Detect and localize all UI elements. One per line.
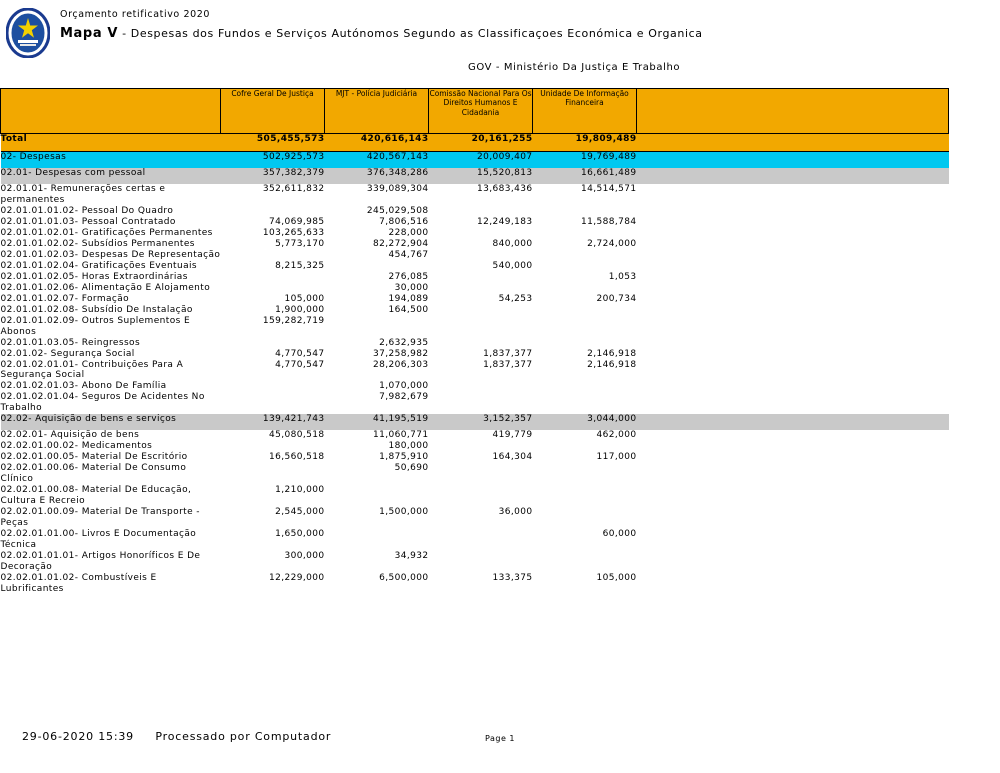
row-label: 02.01.02.01.04- Seguros De Acidentes No Trabalho <box>1 392 221 414</box>
row-label: 02.02.01.00.05- Material De Escritório <box>1 452 221 463</box>
row-value: 3,044,000 <box>533 414 637 430</box>
column-header-3: Comissão Nacional Para Os Direitos Humanos E Cidadania <box>429 89 533 134</box>
row-value <box>533 485 637 507</box>
row-value: 3,152,357 <box>429 414 533 430</box>
row-label: 02.02.01.00.06- Material De Consumo Clínico <box>1 463 221 485</box>
table-row <box>1 206 949 217</box>
table-body <box>1 134 949 595</box>
row-value <box>429 338 533 349</box>
column-header-0 <box>1 89 221 134</box>
table-row <box>1 239 949 250</box>
row-value <box>429 283 533 294</box>
row-value: 105,000 <box>221 294 325 305</box>
row-value: 505,455,573 <box>221 134 325 152</box>
map-dash: - <box>122 27 127 40</box>
row-value: 540,000 <box>429 261 533 272</box>
row-value <box>533 381 637 392</box>
row-value: 502,925,573 <box>221 152 325 169</box>
row-value: 2,545,000 <box>221 507 325 529</box>
row-spacer <box>637 184 949 206</box>
row-value: 54,253 <box>429 294 533 305</box>
table-row <box>1 184 949 206</box>
row-spacer <box>637 381 949 392</box>
row-value: 139,421,743 <box>221 414 325 430</box>
row-value: 1,053 <box>533 272 637 283</box>
table-row <box>1 316 949 338</box>
row-label: 02.01.01.02.04- Gratificações Eventuais <box>1 261 221 272</box>
row-value: 11,588,784 <box>533 217 637 228</box>
row-value: 276,085 <box>325 272 429 283</box>
row-spacer <box>637 272 949 283</box>
report-header <box>0 0 1000 88</box>
row-value <box>221 338 325 349</box>
row-value <box>429 392 533 414</box>
row-spacer <box>637 206 949 217</box>
row-value: 2,146,918 <box>533 360 637 382</box>
row-value <box>533 305 637 316</box>
row-spacer <box>637 294 949 305</box>
row-value: 4,770,547 <box>221 349 325 360</box>
row-spacer <box>637 316 949 338</box>
row-value: 117,000 <box>533 452 637 463</box>
footer-datetime-block <box>22 730 331 743</box>
table-row <box>1 381 949 392</box>
row-value: 164,500 <box>325 305 429 316</box>
row-value: 8,215,325 <box>221 261 325 272</box>
row-spacer <box>637 485 949 507</box>
map-code: Mapa V <box>60 26 118 41</box>
row-label: 02.01.01.02.01- Gratificações Permanentes <box>1 228 221 239</box>
row-value <box>325 316 429 338</box>
row-value <box>533 441 637 452</box>
column-header-2: MJT - Polícia Judiciária <box>325 89 429 134</box>
row-label: 02.01.01.01.03- Pessoal Contratado <box>1 217 221 228</box>
table-row <box>1 551 949 573</box>
row-value: 1,500,000 <box>325 507 429 529</box>
row-spacer <box>637 573 949 595</box>
table-row <box>1 228 949 239</box>
row-value: 419,779 <box>429 430 533 441</box>
row-value <box>429 551 533 573</box>
row-spacer <box>637 529 949 551</box>
organization-line: GOV - Ministério Da Justiça E Trabalho <box>468 62 681 73</box>
row-label: 02.01.01.02.02- Subsídios Permanentes <box>1 239 221 250</box>
row-spacer <box>637 305 949 316</box>
row-value <box>325 529 429 551</box>
row-value: 50,690 <box>325 463 429 485</box>
table-row <box>1 152 949 169</box>
row-value: 11,060,771 <box>325 430 429 441</box>
row-value: 1,210,000 <box>221 485 325 507</box>
row-value: 1,837,377 <box>429 349 533 360</box>
national-emblem-icon <box>6 8 50 58</box>
row-value: 19,769,489 <box>533 152 637 169</box>
row-value: 60,000 <box>533 529 637 551</box>
table-row <box>1 250 949 261</box>
row-value <box>533 507 637 529</box>
table-row <box>1 430 949 441</box>
table-row <box>1 507 949 529</box>
table-row <box>1 283 949 294</box>
row-value: 164,304 <box>429 452 533 463</box>
row-value <box>429 381 533 392</box>
row-spacer <box>637 261 949 272</box>
row-value: 20,009,407 <box>429 152 533 169</box>
map-description: Despesas dos Fundos e Serviços Autónomos Segundo as Classificaçoes Económica e Organica <box>130 27 703 40</box>
row-value: 12,229,000 <box>221 573 325 595</box>
row-label: 02.01.01.02.03- Despesas De Representação <box>0 249 221 260</box>
row-value: 1,900,000 <box>221 305 325 316</box>
row-label: 02.01.01.03.05- Reingressos <box>1 338 221 349</box>
row-value <box>221 272 325 283</box>
row-spacer <box>637 250 949 261</box>
row-value: 20,161,255 <box>429 134 533 152</box>
table-row <box>1 338 949 349</box>
row-value <box>533 228 637 239</box>
row-value <box>429 305 533 316</box>
table-row <box>1 349 949 360</box>
row-value: 1,650,000 <box>221 529 325 551</box>
row-spacer <box>637 239 949 250</box>
row-label: 02.02.01.00.08- Material De Educação, Cultura E Recreio <box>1 485 221 507</box>
row-spacer <box>637 463 949 485</box>
row-value <box>533 250 637 261</box>
row-value <box>429 316 533 338</box>
row-spacer <box>637 283 949 294</box>
row-spacer <box>637 430 949 441</box>
row-spacer <box>637 452 949 463</box>
row-value <box>533 316 637 338</box>
row-value: 420,567,143 <box>325 152 429 169</box>
row-label: 02- Despesas <box>1 152 221 169</box>
row-value <box>429 206 533 217</box>
header-titles <box>60 9 703 41</box>
row-value <box>429 485 533 507</box>
row-value <box>533 392 637 414</box>
report-footer <box>0 730 1000 760</box>
row-value: 15,520,813 <box>429 168 533 184</box>
row-value <box>429 272 533 283</box>
row-spacer <box>637 551 949 573</box>
row-spacer <box>637 134 949 152</box>
row-spacer <box>637 338 949 349</box>
row-label: 02.01.01.02.07- Formação <box>1 294 221 305</box>
row-spacer <box>637 152 949 169</box>
row-value: 245,029,508 <box>325 206 429 217</box>
row-value <box>221 206 325 217</box>
table-row <box>1 414 949 430</box>
table-row <box>1 360 949 382</box>
row-value <box>221 463 325 485</box>
column-header-5 <box>637 89 949 134</box>
row-value: 12,249,183 <box>429 217 533 228</box>
row-value <box>325 261 429 272</box>
row-value <box>429 441 533 452</box>
table-row <box>1 272 949 283</box>
row-value: 200,734 <box>533 294 637 305</box>
table-row <box>1 441 949 452</box>
row-value: 357,382,379 <box>221 168 325 184</box>
row-spacer <box>637 228 949 239</box>
row-value: 34,932 <box>325 551 429 573</box>
row-value: 462,000 <box>533 430 637 441</box>
footer-datetime: 29-06-2020 15:39 <box>22 730 134 743</box>
row-value: 30,000 <box>325 283 429 294</box>
footer-page-number: Page 1 <box>485 734 515 743</box>
table-row <box>1 294 949 305</box>
table-row <box>1 261 949 272</box>
row-value: 19,809,489 <box>533 134 637 152</box>
row-value <box>429 250 533 261</box>
row-value: 180,000 <box>325 441 429 452</box>
row-value <box>533 338 637 349</box>
row-value: 2,632,935 <box>325 338 429 349</box>
table-row <box>1 392 949 414</box>
table-head <box>1 89 949 134</box>
row-value: 5,773,170 <box>221 239 325 250</box>
row-value <box>533 206 637 217</box>
row-value: 339,089,304 <box>325 184 429 206</box>
row-label: 02.02.01.01.00- Livros E Documentação Técnica <box>1 529 221 551</box>
row-value: 82,272,904 <box>325 239 429 250</box>
row-value: 16,661,489 <box>533 168 637 184</box>
row-value: 352,611,832 <box>221 184 325 206</box>
row-label: 02.01.02.01.03- Abono De Família <box>1 381 221 392</box>
row-value: 4,770,547 <box>221 360 325 382</box>
row-value: 13,683,436 <box>429 184 533 206</box>
row-label: 02.01.02- Segurança Social <box>1 349 221 360</box>
row-value: 1,837,377 <box>429 360 533 382</box>
row-value <box>533 283 637 294</box>
table-row <box>1 463 949 485</box>
row-value: 16,560,518 <box>221 452 325 463</box>
table-row <box>1 452 949 463</box>
row-value: 420,616,143 <box>325 134 429 152</box>
row-label: Total <box>1 134 221 152</box>
row-spacer <box>637 360 949 382</box>
row-value: 194,089 <box>325 294 429 305</box>
row-value <box>429 463 533 485</box>
row-value <box>325 485 429 507</box>
row-spacer <box>637 349 949 360</box>
row-value: 376,348,286 <box>325 168 429 184</box>
table-row <box>1 573 949 595</box>
row-value: 228,000 <box>325 228 429 239</box>
row-label: 02.01.01.01.02- Pessoal Do Quadro <box>1 206 221 217</box>
row-value <box>429 529 533 551</box>
row-value <box>221 381 325 392</box>
row-value <box>533 261 637 272</box>
column-header-1: Cofre Geral De Justiça <box>221 89 325 134</box>
row-value: 2,146,918 <box>533 349 637 360</box>
budget-table <box>0 88 949 595</box>
row-label: 02.02.01.00.02- Medicamentos <box>1 441 221 452</box>
row-spacer <box>637 168 949 184</box>
row-label: 02.01- Despesas com pessoal <box>1 168 221 184</box>
row-value <box>221 441 325 452</box>
footer-processed-by: Processado por Computador <box>155 730 332 743</box>
column-header-4: Unidade De Informação Financeira <box>533 89 637 134</box>
row-value: 300,000 <box>221 551 325 573</box>
table-row <box>1 217 949 228</box>
row-value: 74,069,985 <box>221 217 325 228</box>
row-label: 02.01.01.02.06- Alimentação E Alojamento <box>1 283 221 294</box>
row-value: 133,375 <box>429 573 533 595</box>
row-value <box>429 228 533 239</box>
row-value: 36,000 <box>429 507 533 529</box>
table-row <box>1 305 949 316</box>
row-value: 1,875,910 <box>325 452 429 463</box>
table-row <box>1 134 949 152</box>
row-value <box>221 283 325 294</box>
row-label: 02.01.01.02.09- Outros Suplementos E Abonos <box>1 316 221 338</box>
row-spacer <box>637 217 949 228</box>
row-label: 02.02.01.01.02- Combustíveis E Lubrificantes <box>1 573 221 595</box>
row-value: 6,500,000 <box>325 573 429 595</box>
row-value: 7,806,516 <box>325 217 429 228</box>
row-value <box>533 551 637 573</box>
row-spacer <box>637 441 949 452</box>
row-value: 37,258,982 <box>325 349 429 360</box>
row-value: 28,206,303 <box>325 360 429 382</box>
row-value: 7,982,679 <box>325 392 429 414</box>
row-label: 02.02.01- Aquisição de bens <box>1 430 221 441</box>
row-spacer <box>637 414 949 430</box>
row-value: 2,724,000 <box>533 239 637 250</box>
map-title-line <box>60 26 703 41</box>
row-value: 105,000 <box>533 573 637 595</box>
table-row <box>1 168 949 184</box>
budget-title: Orçamento retificativo 2020 <box>60 9 211 20</box>
row-value: 159,282,719 <box>221 316 325 338</box>
row-label: 02.01.01- Remunerações certas e permanentes <box>1 184 221 206</box>
row-value: 45,080,518 <box>221 430 325 441</box>
row-value: 454,767 <box>325 250 429 261</box>
row-label: 02.01.02.01.01- Contribuições Para A Segurança Social <box>1 360 221 382</box>
row-value: 41,195,519 <box>325 414 429 430</box>
table-header-row <box>1 89 949 134</box>
row-label: 02.02.01.01.01- Artigos Honoríficos E De Decoração <box>1 551 221 573</box>
row-label: 02.02.01.00.09- Material De Transporte - Peças <box>1 507 221 529</box>
row-label: 02.01.01.02.08- Subsídio De Instalação <box>1 305 221 316</box>
row-label: 02.02- Aquisição de bens e serviços <box>1 414 221 430</box>
row-value <box>221 250 325 261</box>
row-value <box>221 392 325 414</box>
row-value <box>533 463 637 485</box>
row-value: 14,514,571 <box>533 184 637 206</box>
table-row <box>1 529 949 551</box>
row-spacer <box>637 507 949 529</box>
row-label: 02.01.01.02.05- Horas Extraordinárias <box>1 272 221 283</box>
row-value: 103,265,633 <box>221 228 325 239</box>
row-value: 1,070,000 <box>325 381 429 392</box>
table-row <box>1 485 949 507</box>
row-value: 840,000 <box>429 239 533 250</box>
row-spacer <box>637 392 949 414</box>
